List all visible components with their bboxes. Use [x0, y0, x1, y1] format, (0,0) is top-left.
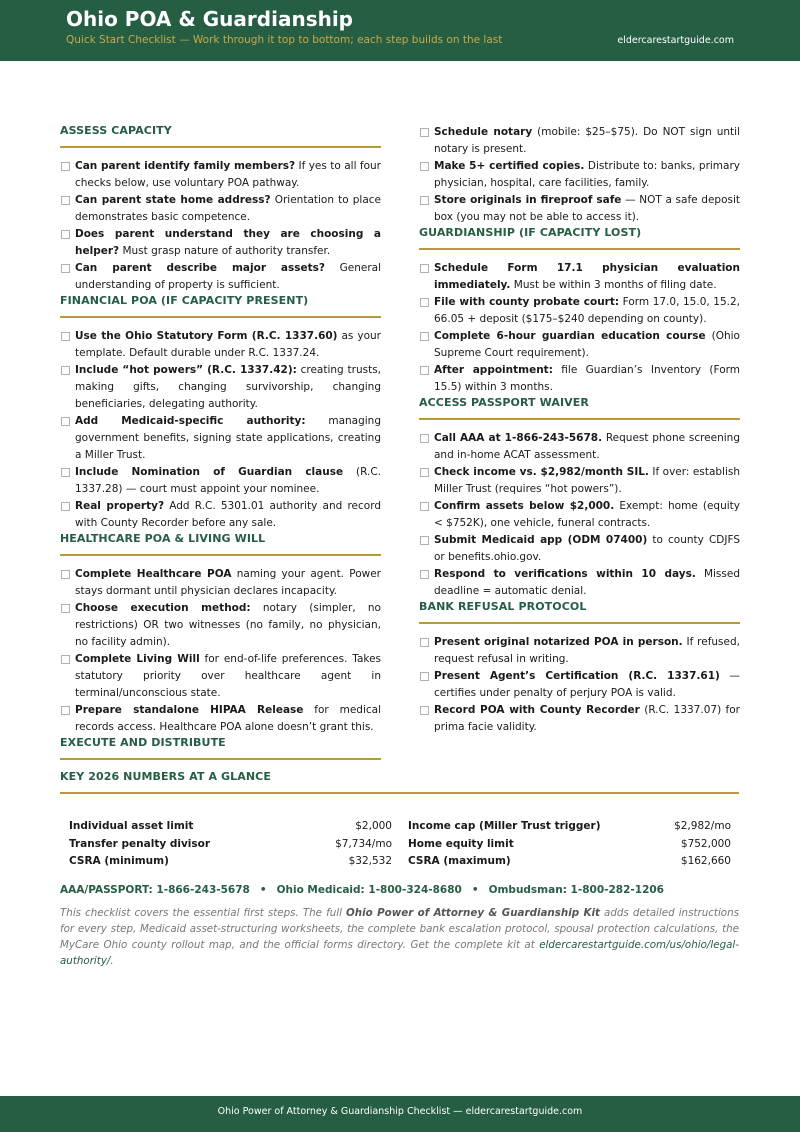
- checklist-item: [419, 668, 740, 702]
- kit-note: [60, 905, 739, 969]
- checklist-item: [60, 328, 381, 362]
- key-label: Income cap (Miller Trust trigger): [408, 820, 601, 832]
- item-text: creating trusts, making gifts, changing survivorship, changing beneficiaries, delegating authority.: [75, 364, 381, 410]
- medicaid-phone[interactable]: Ohio Medicaid: 1-800-324-8680: [276, 884, 462, 896]
- item-bold-text: After appointment:: [434, 364, 553, 376]
- key-value: $162,660: [680, 855, 731, 867]
- checkbox[interactable]: [61, 196, 70, 205]
- item-text: — NOT a safe deposit box (you may not be able to access it).: [434, 194, 740, 223]
- checklist-item: [60, 192, 381, 226]
- checkbox[interactable]: [61, 468, 70, 477]
- checkbox[interactable]: [420, 638, 429, 647]
- item-bold-text: Prepare standalone HIPAA Release: [75, 704, 304, 716]
- section-title: ACCESS PASSPORT WAIVER: [419, 396, 740, 420]
- checkbox[interactable]: [420, 162, 429, 171]
- checkbox[interactable]: [61, 162, 70, 171]
- checkbox[interactable]: [420, 672, 429, 681]
- section-execute-heading: [60, 736, 381, 760]
- checklist-item: [60, 498, 381, 532]
- item-bold-text: Include Nomination of Guardian clause: [75, 466, 344, 478]
- page-header: [0, 0, 800, 61]
- item-bold-text: Include “hot powers” (R.C. 1337.42):: [75, 364, 297, 376]
- checklist-item: [60, 362, 381, 413]
- section-passport-waiver: [419, 396, 740, 600]
- checkbox[interactable]: [420, 570, 429, 579]
- checklist-item: [419, 634, 740, 668]
- section-title: HEALTHCARE POA & LIVING WILL: [60, 532, 381, 556]
- key-numbers-section: [60, 770, 739, 804]
- item-bold-text: Present original notarized POA in person.: [434, 636, 683, 648]
- section-healthcare-poa: [60, 532, 381, 736]
- item-text: as your template. Default durable under R.C. 1337.24.: [75, 330, 381, 359]
- section-assess-capacity: [60, 124, 381, 294]
- note-text: .: [110, 955, 114, 967]
- item-text: Form 17.0, 15.0, 15.2, 66.05 + deposit ($175–$240 depending on county).: [434, 296, 741, 325]
- checklist-item: [419, 430, 740, 464]
- section-title: ASSESS CAPACITY: [60, 124, 381, 148]
- note-text: This checklist covers the essential first steps. The full: [60, 907, 347, 919]
- item-bold-text: Complete 6-hour guardian education course: [434, 330, 706, 342]
- checkbox[interactable]: [420, 298, 429, 307]
- item-bold-text: Complete Healthcare POA: [75, 568, 232, 580]
- item-text: for end-of-life preferences. Takes statutory priority over healthcare agent in terminal/unconscious state.: [75, 653, 382, 699]
- item-bold-text: Can parent state home address?: [75, 194, 271, 206]
- section-title: EXECUTE AND DISTRIBUTE: [60, 736, 381, 760]
- checklist-item: [60, 600, 381, 651]
- checklist-item: [60, 413, 381, 464]
- section-bank-refusal: [419, 600, 740, 736]
- checklist-item: [60, 651, 381, 702]
- item-bold-text: Choose execution method:: [75, 602, 251, 614]
- checkbox[interactable]: [420, 468, 429, 477]
- checklist-item: [419, 294, 740, 328]
- checkbox[interactable]: [61, 706, 70, 715]
- checklist-item: [419, 260, 740, 294]
- checkbox[interactable]: [420, 128, 429, 137]
- key-numbers-table: [69, 820, 731, 873]
- item-text: file Guardian’s Inventory (Form 15.5) within 3 months.: [434, 364, 740, 393]
- checklist-item: [60, 226, 381, 260]
- key-numbers-title: KEY 2026 NUMBERS AT A GLANCE: [60, 770, 739, 794]
- checkbox[interactable]: [61, 264, 70, 273]
- checkbox[interactable]: [420, 366, 429, 375]
- section-financial-poa: [60, 294, 381, 532]
- item-bold-text: Store originals in fireproof safe: [434, 194, 622, 206]
- section-title: BANK REFUSAL PROTOCOL: [419, 600, 740, 624]
- item-text: (R.C. 1337.07) for prima facie validity.: [434, 704, 740, 733]
- section-execute-items: [419, 124, 740, 226]
- item-bold-text: Submit Medicaid app (ODM 07400): [434, 534, 648, 546]
- item-bold-text: Make 5+ certified copies.: [434, 160, 585, 172]
- checkbox[interactable]: [61, 366, 70, 375]
- item-text: Missed deadline = automatic denial.: [434, 568, 740, 597]
- key-numbers-row: [69, 855, 731, 873]
- item-text: (R.C. 1337.28) — court must appoint your nominee.: [75, 466, 381, 495]
- checkbox[interactable]: [61, 502, 70, 511]
- key-label: Transfer penalty divisor: [69, 837, 211, 850]
- key-value: $2,982/mo: [674, 820, 731, 832]
- contact-line: [60, 884, 664, 896]
- key-numbers-row: [69, 838, 731, 856]
- separator-dot: •: [471, 884, 479, 896]
- item-bold-text: Add Medicaid-specific authority:: [75, 415, 306, 427]
- page-subtitle: Quick Start Checklist — Work through it top to bottom; each step builds on the last: [66, 34, 503, 46]
- key-value: $752,000: [680, 837, 731, 850]
- header-site-link[interactable]: eldercarestartguide.com: [617, 35, 734, 46]
- item-bold-text: Does parent understand they are choosing a helper?: [75, 228, 381, 257]
- section-guardianship: [419, 226, 740, 396]
- key-label: Home equity limit: [408, 837, 514, 850]
- item-bold-text: Respond to verifications within 10 days.: [434, 568, 696, 580]
- item-bold-text: Schedule notary: [434, 126, 533, 138]
- key-label: Individual asset limit: [69, 820, 194, 832]
- item-bold-text: Check income vs. $2,982/month SIL.: [434, 466, 649, 478]
- item-bold-text: Use the Ohio Statutory Form (R.C. 1337.60): [75, 330, 338, 342]
- checklist-item: [419, 124, 740, 158]
- checkbox[interactable]: [420, 332, 429, 341]
- kit-name: Ohio Power of Attorney & Guardianship Kit: [346, 907, 600, 919]
- key-value: $7,734/mo: [335, 837, 392, 850]
- item-bold-text: Real property?: [75, 500, 165, 512]
- checklist-item: [60, 702, 381, 736]
- separator-dot: •: [259, 884, 267, 896]
- key-numbers-row: [69, 820, 731, 838]
- checkbox[interactable]: [61, 604, 70, 613]
- checklist-item: [419, 702, 740, 736]
- item-text: Distribute to: banks, primary physician, hospital, care facilities, family.: [434, 160, 740, 189]
- checklist-item: [419, 328, 740, 362]
- item-text: Request phone screening and in-home ACAT assessment.: [434, 432, 740, 461]
- item-text: to county CDJFS or benefits.ohio.gov.: [434, 534, 740, 563]
- checklist-item: [419, 464, 740, 498]
- item-bold-text: File with county probate court:: [434, 296, 620, 308]
- checklist-item: [419, 158, 740, 192]
- checklist-item: [419, 566, 740, 600]
- checklist-item: [60, 566, 381, 600]
- item-text: Orientation to place demonstrates basic competence.: [75, 194, 381, 223]
- section-title: GUARDIANSHIP (IF CAPACITY LOST): [419, 226, 740, 250]
- checkbox[interactable]: [420, 536, 429, 545]
- item-text: (Ohio Supreme Court requirement).: [434, 330, 740, 359]
- ombudsman-phone[interactable]: Ombudsman: 1-800-282-1206: [488, 884, 664, 896]
- checkbox[interactable]: [420, 706, 429, 715]
- checkbox[interactable]: [61, 655, 70, 664]
- item-bold-text: Record POA with County Recorder: [434, 704, 640, 716]
- checkbox[interactable]: [61, 417, 70, 426]
- item-bold-text: Complete Living Will: [75, 653, 200, 665]
- aaa-phone[interactable]: AAA/PASSPORT: 1-866-243-5678: [60, 884, 250, 896]
- checkbox[interactable]: [61, 332, 70, 341]
- checklist-item: [419, 362, 740, 396]
- item-text: (mobile: $25–$75). Do NOT sign until notary is present.: [434, 126, 740, 155]
- page-footer: [0, 1096, 800, 1132]
- item-bold-text: Can parent identify family members?: [75, 160, 296, 172]
- checklist-item: [60, 464, 381, 498]
- item-text: General understanding of property is sufficient.: [75, 262, 381, 291]
- key-label: CSRA (maximum): [408, 855, 511, 867]
- key-value: $2,000: [355, 820, 392, 832]
- item-text: Exempt: home (equity < $752K), one vehicle, funeral contracts.: [434, 500, 740, 529]
- item-text: If yes to all four checks below, use voluntary POA pathway.: [75, 160, 381, 189]
- checkbox[interactable]: [61, 230, 70, 239]
- note-text: adds detailed instructions for every step, Medicaid asset-structuring worksheets, the complete bank escalation protocol, spousal protection calculations, the MyCare Ohio county rollout map, and the official forms directory. Get the complete kit at: [60, 907, 739, 951]
- checkbox[interactable]: [420, 434, 429, 443]
- item-text: If refused, request refusal in writing.: [434, 636, 740, 665]
- item-text: If over: establish Miller Trust (requires “hot powers”).: [434, 466, 740, 495]
- checklist-item: [60, 158, 381, 192]
- checkbox[interactable]: [420, 502, 429, 511]
- checklist-item: [419, 192, 740, 226]
- item-bold-text: Confirm assets below $2,000.: [434, 500, 615, 512]
- item-text: Add R.C. 5301.01 authority and record with County Recorder before any sale.: [75, 500, 381, 529]
- checkbox[interactable]: [420, 196, 429, 205]
- key-label: CSRA (minimum): [69, 855, 169, 867]
- key-value: $32,532: [348, 855, 392, 867]
- item-bold-text: Schedule Form 17.1 physician evaluation immediately.: [434, 262, 740, 291]
- item-text: naming your agent. Power stays dormant until physician declares incapacity.: [75, 568, 381, 597]
- item-bold-text: Can parent describe major assets?: [75, 262, 325, 274]
- item-text: for medical records access. Healthcare POA alone doesn’t grant this.: [75, 704, 382, 733]
- kit-link[interactable]: eldercarestartguide.com/us/ohio/legal-authority/: [60, 939, 739, 967]
- checkbox[interactable]: [420, 264, 429, 273]
- checklist-item: [60, 260, 381, 294]
- item-text: Must grasp nature of authority transfer.: [119, 245, 331, 257]
- item-text: managing government benefits, signing state applications, creating a Miller Trust.: [75, 415, 381, 461]
- right-column: [419, 124, 740, 736]
- page-title: Ohio POA & Guardianship: [66, 7, 354, 31]
- item-text: Must be within 3 months of filing date.: [510, 279, 717, 291]
- section-title: FINANCIAL POA (IF CAPACITY PRESENT): [60, 294, 381, 318]
- item-bold-text: Call AAA at 1-866-243-5678.: [434, 432, 603, 444]
- item-bold-text: Present Agent’s Certification (R.C. 1337.61): [434, 670, 720, 682]
- footer-text: Ohio Power of Attorney & Guardianship Checklist — eldercarestartguide.com: [217, 1106, 583, 1117]
- checklist-item: [419, 498, 740, 532]
- checklist-item: [419, 532, 740, 566]
- item-text: — certifies under penalty of perjury POA is valid.: [434, 670, 741, 699]
- item-text: notary (simpler, no restrictions) OR two witnesses (no family, no physician, no facility admin).: [75, 602, 381, 648]
- checkbox[interactable]: [61, 570, 70, 579]
- left-column: [60, 124, 381, 770]
